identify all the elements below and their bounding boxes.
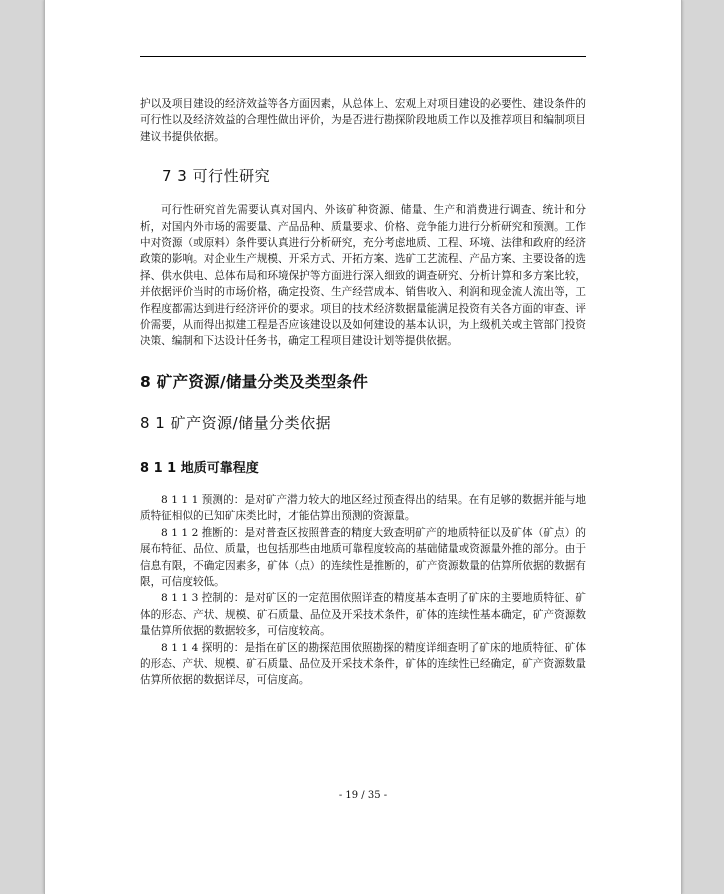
- paragraph-intro: 护以及项目建设的经济效益等各方面因素，从总体上、宏观上对项目建设的必要性、建设条件的可行性以及经济效益的合理性做出评价，为是否进行勘探阶段地质工作以及推荐项目和编制项目建议书提供依据。: [140, 98, 586, 143]
- paragraph-8-1-1-4: 8 1 1 4 探明的：是指在矿区的勘探范围依照勘探的精度详细查明了矿床的地质特征、矿体的形态、产状、规模、矿石质量、品位及开采技术条件，矿体的连续性已经确定，矿产资源数量估算所依据的数据详尽，可信度高。: [140, 641, 586, 687]
- page-content: [140, 96, 586, 689]
- paragraph-8-1-1-1: 8 1 1 1 预测的：是对矿产潜力较大的地区经过预查得出的结果。在有足够的数据并能与地质特征相似的已知矿床类比时，才能估算出预测的资源量。: [140, 493, 586, 523]
- section-8-1-heading: 8 1 矿产资源/储量分类依据: [140, 413, 332, 432]
- page-number: - 19 / 35 -: [338, 790, 388, 801]
- section-8-heading: 8 矿产资源/储量分类及类型条件: [140, 372, 369, 391]
- paragraph-7-3: 可行性研究首先需要认真对国内、外该矿种资源、储量、生产和消费进行调查、统计和分析，对国内外市场的需要量、产品品种、质量要求、价格、竞争能力进行分析研究和预测。工作中对资源（或原料）条件要认真进行分析研究，充分考虑地质、工程、环境、法律和政府的经济政策的影响。对企业生产规模、开采方式、开拓方案、选矿工艺流程、产品方案、主要设备的选择、供水供电、总体布局和环境保护等方面进行深入细致的调查研究、分析计算和多方案比较，并依据评价当时的市场价格，确定投资、生产经营成本、销售收入、利润和现金流人流出等，工作程度都需达到进行经济评价的要求。项目的技术经济数据量能满足投资有关各方面的审查、评价需要，从而得出拟建工程是否应该建设以及如何建设的基本认识，为上级机关或主管部门投资决策、编制和下达设计任务书，确定工程项目建设计划等提供依据。: [140, 204, 586, 348]
- header-rule: [140, 56, 586, 57]
- section-7-3-heading: 7 3 可行性研究: [162, 167, 271, 186]
- paragraph-8-1-1-3: 8 1 1 3 控制的：是对矿区的一定范围依照详查的精度基本查明了矿床的主要地质特征、矿体的形态、产状、规模、矿石质量、品位及开采技术条件，矿体的连续性基本确定，矿产资源数量估算所依据的数据较多，可信度较高。: [140, 592, 586, 638]
- section-8-1-1-heading: 8 1 1 地质可靠程度: [140, 460, 259, 476]
- document-page: [44, 0, 682, 894]
- paragraph-8-1-1-2: 8 1 1 2 推断的：是对普查区按照普查的精度大致查明矿产的地质特征以及矿体（矿点）的展布特征、品位、质量，也包括那些由地质可靠程度较高的基础储量或资源量外推的部分。由于信息有限，不确定因素多，矿体（点）的连续性是推断的，矿产资源数量的估算所依据的数据有限，可信度较低。: [140, 526, 586, 588]
